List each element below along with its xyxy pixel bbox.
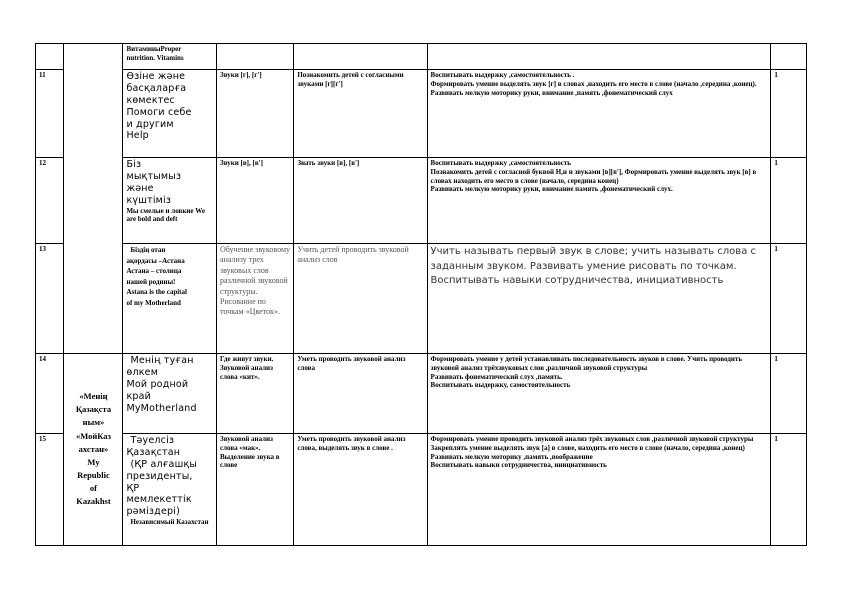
topic-line: нашей родины! [126, 277, 176, 286]
program-cell: Звуковой анализ слова «мак». Выделение звука в слове [217, 434, 294, 546]
tasks-cell: Учить называть первый звук в слове; учить называть слова с заданным звуком. Развивать умение рисовать по точкам. Воспитывать навыки сотрудничества, инициативность [427, 244, 771, 354]
program-cell [217, 44, 294, 70]
table-row [36, 354, 807, 434]
goal-cell: Познакомить детей с согласными звуками [г][г'] [294, 70, 427, 158]
topic-line: Біз [126, 159, 142, 170]
goal-cell: Уметь проводить звуковой анализ слова [294, 354, 427, 434]
table-row [36, 44, 807, 70]
task-line: Развивать мелкую моторику руки, внимание память ,фонематический слух. [430, 185, 673, 194]
task-line: Воспитывать выдержку ,самостоятельность [430, 159, 572, 167]
lesson-number: 14 [36, 354, 64, 434]
task-line: Воспитывать навыки сотрудничества, инициативность [430, 461, 607, 470]
section-label-line: Kazakhst [76, 496, 111, 507]
section-label-line: Қазақста [75, 404, 112, 415]
topic-cell [123, 354, 217, 434]
topic-line: Astana is the capital [126, 288, 187, 296]
topic-translation: Мы смелые и ловкие We are bold and deft [126, 206, 205, 224]
goal-cell: Учить детей проводить звуковой анализ слов [294, 244, 427, 354]
topic-line: өлкем [126, 366, 159, 378]
topic-line: Помоги себе [126, 106, 192, 118]
lesson-number: 13 [36, 244, 64, 354]
topic-line: ақордасы –Астана [126, 256, 185, 265]
topic-line: көмектес [126, 94, 175, 106]
task-line: Развивать фонематический слух ,память. [430, 372, 563, 381]
lesson-number: 15 [36, 434, 64, 546]
topic-line: Мой родной [126, 378, 189, 390]
section-label-line: «МойКаз [75, 430, 111, 441]
topic-line: рәміздері) [126, 506, 180, 518]
goal-cell: Уметь проводить звуковой анализ слова, выделять звук в слове . [294, 434, 427, 546]
goal-cell: Знать звуки [в], [в'] [294, 158, 427, 244]
task-line: Воспитывать выдержку, самостоятельность [430, 381, 571, 390]
topic-cell [123, 44, 217, 70]
topic-cell [123, 244, 217, 354]
topic-line: мықтымыз [126, 170, 182, 182]
tasks-cell [427, 158, 771, 244]
hours-cell: 1 [771, 434, 807, 546]
topic-line: және [126, 182, 154, 194]
section-label-line: ахстан» [78, 443, 109, 454]
hours-cell: 1 [771, 70, 807, 158]
topic-line: край [126, 390, 152, 402]
topic-line: of my Motherland [126, 298, 181, 307]
topic-cell [123, 434, 217, 546]
tasks-cell [427, 354, 771, 434]
lesson-number: 12 [36, 158, 64, 244]
topic-line: nutrition. Vitamins [126, 53, 184, 62]
topic-line: Өзіне және [126, 71, 186, 82]
topic-line: мемлекеттік [126, 494, 192, 506]
lesson-number: 11 [36, 70, 64, 158]
topic-line: Астана – столица [126, 267, 182, 275]
tasks-cell [427, 70, 771, 158]
table-row [36, 244, 807, 354]
topic-line: президенты, [126, 470, 193, 482]
hours-cell: 1 [771, 354, 807, 434]
task-line: Формировать умение проводить звуковой анализ трёх звуковых слов ,различной звуковой структуры [430, 435, 754, 443]
table-row [36, 158, 807, 244]
section-label-line: ным» [82, 417, 105, 428]
goal-cell [294, 44, 427, 70]
lesson-number [36, 44, 64, 70]
program-cell: Звуки [г], [г'] [217, 70, 294, 158]
topic-line: ВитаминыProper [126, 45, 182, 53]
section-cell [64, 44, 123, 354]
task-line: Развивать мелкую моторику ,память ,воображение [430, 452, 593, 461]
section-label-line: My [87, 456, 100, 467]
table-row [36, 434, 807, 546]
tasks-cell [427, 434, 771, 546]
topic-line: Менің туған [130, 355, 194, 366]
topic-line: басқаларға [126, 82, 187, 94]
section-label [64, 354, 123, 546]
task-line: Воспитывать выдержку ,самостоятельность . [430, 71, 575, 79]
topic-line: ҚР [126, 482, 140, 494]
program-cell: Звуки [в], [в'] [217, 158, 294, 244]
topic-line: и другим [126, 118, 174, 130]
task-line: Формировать умение выделять звук [г] в словах ,находить его место в слове (начало ,середина ,конец). Развивать мелкую моторику руки, внимание ,память ,фонематический слух [430, 79, 757, 97]
topic-line: Қазақстан [126, 446, 181, 458]
program-cell: Где живут звуки. Звуковой анализ слова «кит». [217, 354, 294, 434]
topic-cell [123, 70, 217, 158]
hours-cell: 1 [771, 158, 807, 244]
task-line: Формировать умение у детей устанавливать последовательность звуков в слове. Учить проводить звуковой анализ трёхзвуковых слов ,различной звуковой структуры [430, 355, 743, 372]
topic-line: (ҚР алғашқы [130, 458, 198, 470]
topic-line: MyMotherland [126, 402, 197, 414]
table-row [36, 70, 807, 158]
topic-line: күштіміз [126, 194, 172, 206]
topic-translation: Независимый Казахстан [130, 518, 209, 527]
topic-line: Help [126, 130, 149, 142]
topic-cell [123, 158, 217, 244]
tasks-cell [427, 44, 771, 70]
topic-line: Тәуелсіз [130, 435, 175, 446]
task-line: Закреплять умение выделять звук [а] в слове, находить его место в слове (начало, середина ,конец) [430, 443, 745, 452]
program-cell: Обучение звуковому анализу трех звуковых слов различной звуковой структуры. Рисование по точкам «Цветок». [217, 244, 294, 354]
section-label-line: «Менің [79, 391, 108, 401]
hours-cell [771, 44, 807, 70]
section-label-line: of [89, 483, 97, 494]
task-line: Познакомить детей с согласной буквой Н,н и звуками [в][в'], Формировать умение выделять звук [в] в словах находить его место в слове (начало, середина конец) [430, 167, 757, 185]
section-label-line: Republic [77, 470, 110, 481]
topic-line: Біздің отан [130, 246, 166, 254]
lesson-plan-table [35, 43, 807, 546]
hours-cell: 1 [771, 244, 807, 354]
